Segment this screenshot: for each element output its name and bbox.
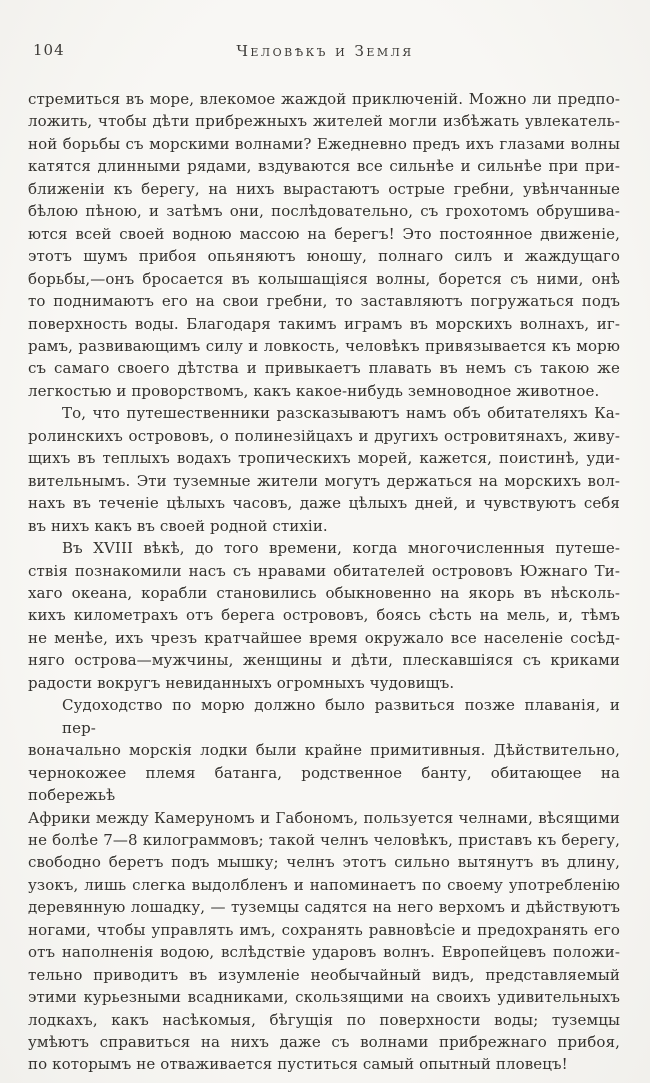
text-line: няго острова—мужчины, женщины и дѣти, плескавшіяся съ криками bbox=[28, 651, 620, 670]
text-line: Африки между Камеруномъ и Габономъ, пользуется челнами, вѣсящими bbox=[28, 808, 620, 827]
paragraph bbox=[28, 402, 620, 537]
page-number: 104 bbox=[33, 41, 65, 59]
text-line: Судоходство по морю должно было развиться позже плаванія, и пер- bbox=[62, 696, 620, 737]
text-line: рамъ, развивающимъ силу и ловкость, человѣкъ привязывается къ морю bbox=[28, 336, 620, 355]
text-line: чернокожее племя батанга, родственное банту, обитающее на побережьѣ bbox=[28, 763, 620, 805]
text-line: Въ XVIII вѣкѣ, до того времени, когда многочисленныя путеше- bbox=[62, 539, 620, 558]
text-line: борьбы,—онъ бросается въ колышащіяся волны, борется съ ними, онѣ bbox=[28, 269, 620, 288]
text-line: тельно приводитъ въ изумленіе необычайный видъ, представляемый bbox=[28, 965, 620, 984]
text-line: ногами, чтобы управлять имъ, сохранять равновѣсіе и предохранять его bbox=[28, 920, 620, 939]
text-line: умѣютъ справиться на нихъ даже съ волнами прибрежнаго прибоя, bbox=[28, 1033, 620, 1052]
body-text bbox=[28, 88, 620, 1076]
text-line: въ нихъ какъ въ своей родной стихіи. bbox=[28, 516, 328, 535]
text-line: то поднимаютъ его на свои гребни, то заставляютъ погружаться подъ bbox=[28, 292, 620, 311]
text-line: съ самаго своего дѣтства и привыкаетъ плавать въ немъ съ такою же bbox=[28, 359, 620, 378]
text-line: не менѣе, ихъ чрезъ кратчайшее время окружало все населеніе сосѣд- bbox=[28, 628, 620, 647]
text-line: катятся длинными рядами, вздуваются все сильнѣе и сильнѣе при при- bbox=[28, 157, 620, 176]
text-line: легкостью и проворствомъ, какъ какое-нибудь земноводное животное. bbox=[28, 381, 600, 400]
text-line: лодкахъ, какъ насѣкомыя, бѣгущія по поверхности воды; туземцы bbox=[28, 1010, 620, 1029]
paragraph bbox=[28, 537, 620, 694]
text-line: не болѣе 7—8 килограммовъ; такой челнъ человѣкъ, приставъ къ берегу, bbox=[28, 830, 620, 849]
text-line: воначально морскія лодки были крайне примитивныя. Дѣйствительно, bbox=[28, 741, 620, 760]
text-line: ролинскихъ острововъ, о полинезійцахъ и другихъ островитянахъ, живу- bbox=[28, 426, 620, 445]
text-line: этими курьезными всадниками, скользящими на своихъ удивительныхъ bbox=[28, 988, 620, 1007]
text-line: радости вокругъ невиданныхъ огромныхъ чудовищъ. bbox=[28, 673, 455, 692]
paragraph bbox=[28, 88, 620, 402]
text-line: вительнымъ. Эти туземные жители могутъ держаться на морскихъ вол- bbox=[28, 471, 620, 490]
text-line: свободно беретъ подъ мышку; челнъ этотъ сильно вытянутъ въ длину, bbox=[28, 853, 620, 872]
text-line: поверхность воды. Благодаря такимъ играмъ въ морскихъ волнахъ, иг- bbox=[28, 314, 620, 333]
text-line: ются всей своей водною массою на берегъ! Это постоянное движеніе, bbox=[28, 224, 620, 243]
text-line: ствія познакомили насъ съ нравами обитателей острововъ Южнаго Ти- bbox=[28, 561, 620, 580]
text-line: хаго океана, корабли становились обыкновенно на якорь въ нѣсколь- bbox=[28, 583, 620, 602]
text-line: нахъ въ теченіе цѣлыхъ часовъ, даже цѣлыхъ дней, и чувствуютъ себя bbox=[28, 494, 620, 513]
text-line: стремиться въ море, влекомое жаждой приключеній. Можно ли предпо- bbox=[28, 90, 620, 108]
text-line: этотъ шумъ прибоя опьяняютъ юношу, полнаго силъ и жаждущаго bbox=[28, 247, 620, 266]
text-line: деревянную лошадку, — туземцы садятся на него верхомъ и дѣйствуютъ bbox=[28, 898, 620, 917]
text-line: узокъ, лишь слегка выдолбленъ и напоминаетъ по своему употребленію bbox=[28, 875, 620, 894]
text-line: по которымъ не отваживается пуститься самый опытный пловецъ! bbox=[28, 1055, 568, 1074]
text-line: ложить, чтобы дѣти прибрежныхъ жителей могли избѣжать увлекатель- bbox=[28, 112, 620, 131]
text-line: ближеніи къ берегу, на нихъ вырастаютъ острые гребни, увѣнчанные bbox=[28, 179, 620, 198]
paragraph bbox=[28, 694, 620, 1076]
running-title: Человѣкъ и Земля bbox=[236, 42, 414, 60]
text-line: кихъ километрахъ отъ берега острововъ, боясь сѣсть на мель, и, тѣмъ bbox=[28, 606, 620, 625]
text-line: То, что путешественники разсказываютъ намъ объ обитателяхъ Ка- bbox=[62, 404, 620, 423]
text-line: бѣлою пѣною, и затѣмъ они, послѣдовательно, съ грохотомъ обрушива- bbox=[28, 202, 620, 221]
text-line: отъ наполненія водою, вслѣдствіе ударовъ волнъ. Европейцевъ положи- bbox=[28, 943, 620, 962]
text-line: щихъ въ теплыхъ водахъ тропическихъ морей, кажется, поистинѣ, уди- bbox=[28, 449, 620, 468]
text-line: ной борьбы съ морскими волнами? Ежедневно предъ ихъ глазами волны bbox=[28, 134, 620, 153]
